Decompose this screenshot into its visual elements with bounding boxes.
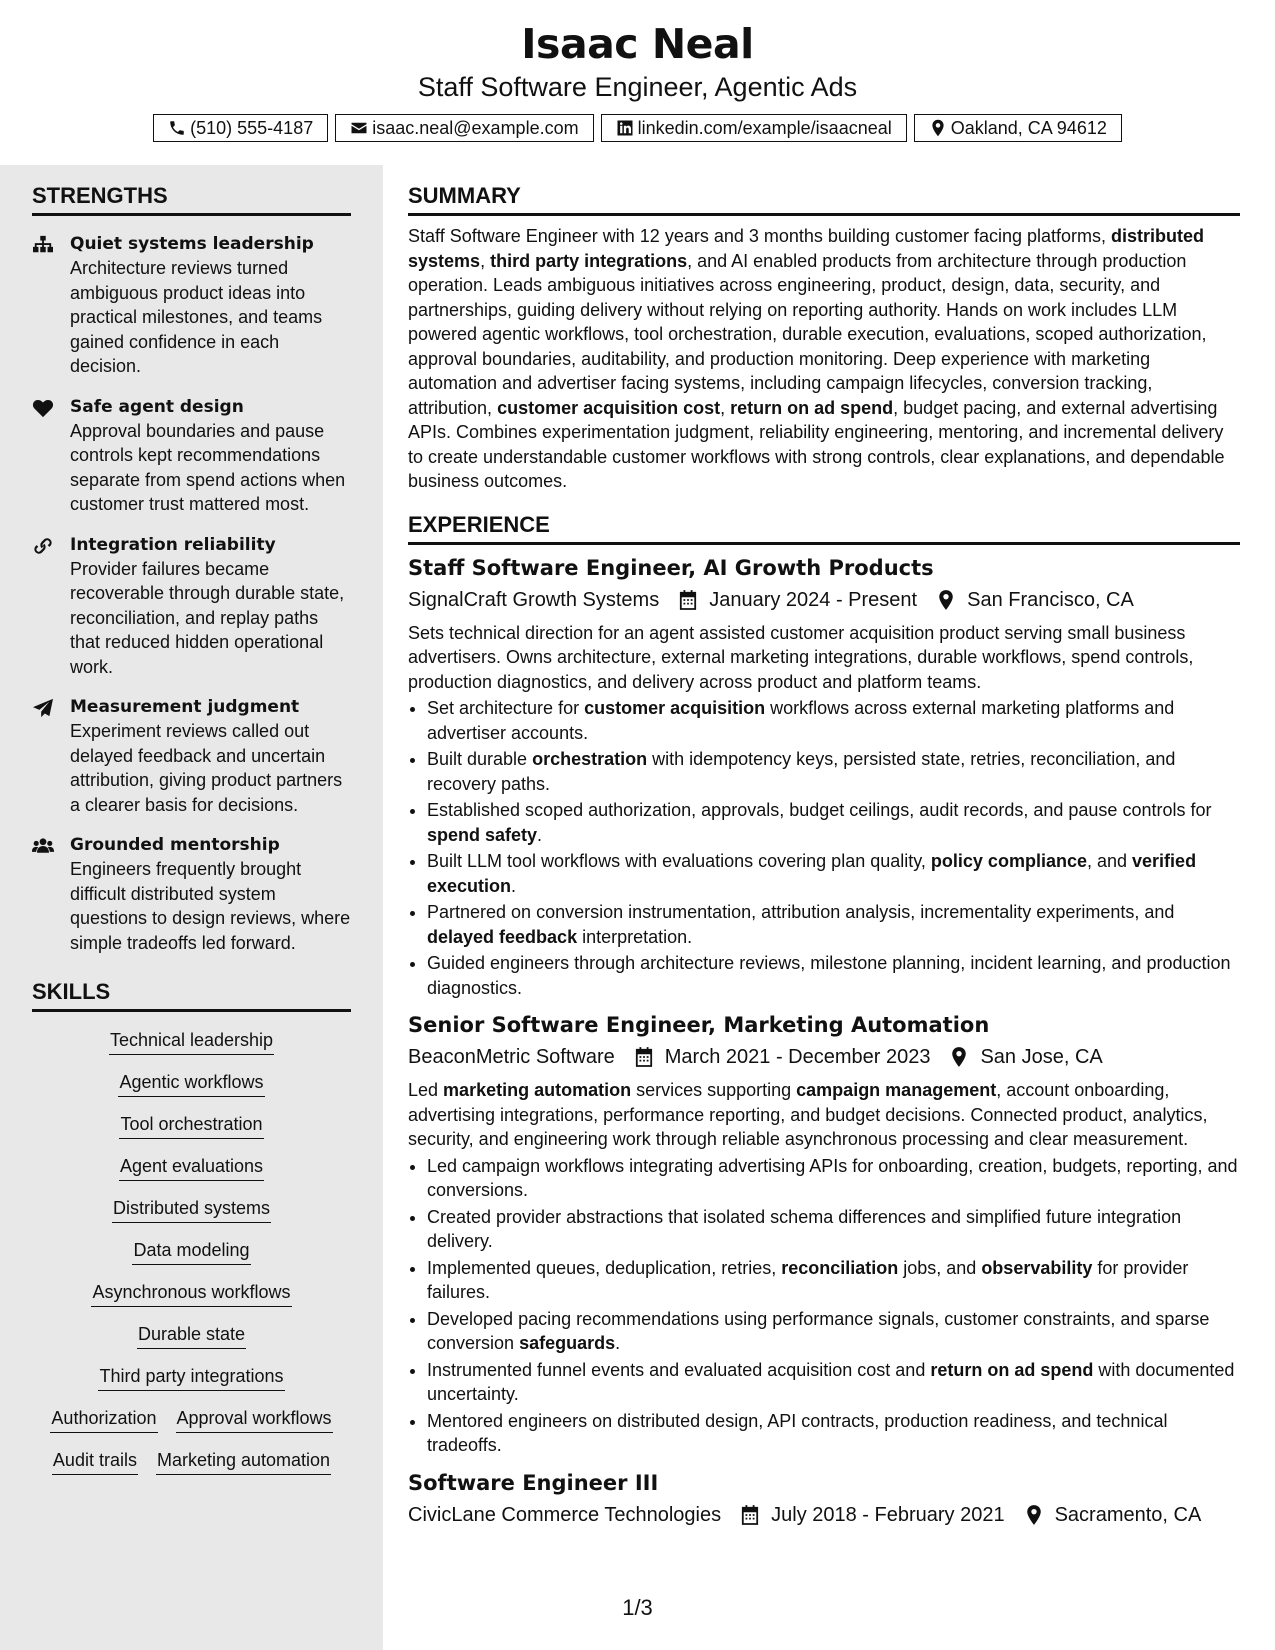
job-company: SignalCraft Growth Systems: [408, 588, 660, 611]
strength-item: [32, 232, 351, 379]
sitemap-icon: [32, 235, 54, 255]
job-meta: [408, 1042, 1240, 1072]
text-run: ,: [480, 250, 491, 271]
bullet-item: [427, 1154, 1240, 1203]
job-entry: [408, 1010, 1240, 1458]
contact-bar: [0, 114, 1275, 142]
strength-item: [32, 533, 351, 680]
text-run: interpretation.: [577, 926, 693, 947]
job-meta: [408, 585, 1240, 615]
emphasis-text: safeguards: [519, 1333, 616, 1353]
summary-heading: SUMMARY: [408, 183, 1240, 216]
skill-tag: Authorization: [50, 1406, 157, 1433]
text-run: Established scoped authorization, approvals, budget ceilings, audit records, and pause controls for: [427, 800, 1212, 820]
text-run: Staff Software Engineer with 12 years and 3 months building customer facing platforms,: [408, 226, 1112, 246]
text-run: services supporting: [631, 1080, 797, 1100]
text-run: Built LLM tool workflows with evaluations covering plan quality,: [427, 851, 931, 871]
job-location: Sacramento, CA: [1054, 1503, 1202, 1526]
bullet-item: [427, 900, 1240, 949]
map-pin-icon: [950, 1047, 968, 1067]
text-run: Led campaign workflows integrating advertising APIs for onboarding, creation, budgets, reporting, and conversions.: [427, 1155, 1238, 1200]
text-run: Implemented queues, deduplication, retries,: [427, 1257, 782, 1278]
job-title: Staff Software Engineer, AI Growth Products: [408, 555, 934, 580]
text-run: for provider failures.: [427, 1257, 1189, 1302]
text-run: , account onboarding, advertising integrations, performance reporting, and budget decisions. Connected product, analytics, security, and engineering work through reliable asynchronous processing and clear measurement.: [408, 1080, 1208, 1149]
job-bullets: [408, 696, 1240, 1000]
skill-tag: Technical leadership: [109, 1028, 274, 1055]
job-company: BeaconMetric Software: [408, 1046, 615, 1068]
text-run: Guided engineers through architecture reviews, milestone planning, incident learning, and production diagnostics.: [427, 953, 1231, 998]
experience-heading: EXPERIENCE: [408, 512, 1240, 545]
job-description: [408, 621, 1240, 695]
skill-tag: Agent evaluations: [119, 1154, 264, 1181]
emphasis-text: reconciliation: [781, 1257, 899, 1278]
calendar-icon: [741, 1505, 759, 1525]
emphasis-text: marketing automation: [443, 1080, 632, 1100]
text-run: , and AI enabled products from architecture through production operation. Leads ambiguous initiatives across engineering, product, design, data, security, and partnerships, guiding delivery without relying on reporting authority. Hands on work includes LLM powered agentic workflows, tool orchestration, durable execution, evaluations, scoped authorization, approval boundaries, auditability, and production monitoring. Deep experience with marketing automation and advertiser facing systems, including campaign lifecycles, conversion tracking, attribution,: [408, 250, 1207, 418]
strength-desc: Architecture reviews turned ambiguous product ideas into practical milestones, and teams gained confidence in each decision.: [70, 258, 323, 376]
text-run: with documented uncertainty.: [427, 1359, 1235, 1404]
contact-phone[interactable]: [153, 114, 328, 142]
job-meta: [408, 1500, 1240, 1530]
skills-list: [32, 1022, 351, 1484]
text-run: workflows across external marketing platforms and advertiser accounts.: [427, 698, 1175, 743]
bullet-item: [427, 1307, 1240, 1356]
resume-header: [0, 0, 1275, 165]
contact-email-text: isaac.neal@example.com: [372, 117, 579, 138]
linkedin-icon: [616, 119, 634, 137]
phone-icon: [168, 119, 186, 137]
bullet-item: [427, 747, 1240, 796]
job-company: CivicLane Commerce Technologies: [408, 1503, 722, 1526]
job-title: Software Engineer III: [408, 1470, 659, 1495]
bullet-item: [427, 1205, 1240, 1254]
strength-name: Quiet systems leadership: [70, 234, 314, 254]
contact-linkedin[interactable]: [601, 114, 907, 142]
text-run: Set architecture for: [427, 698, 585, 718]
bullet-item: [427, 1256, 1240, 1305]
bullet-item: [427, 951, 1240, 1000]
skill-tag: Approval workflows: [176, 1406, 333, 1433]
calendar-icon: [635, 1047, 653, 1067]
text-run: Mentored engineers on distributed design, API contracts, production readiness, and technical tradeoffs.: [427, 1410, 1168, 1455]
envelope-icon: [350, 119, 368, 137]
text-run: with idempotency keys, persisted state, retries, reconciliation, and recovery paths.: [427, 749, 1176, 794]
skill-tag: Audit trails: [52, 1448, 138, 1475]
summary-text: [408, 224, 1240, 494]
candidate-title: Staff Software Engineer, Agentic Ads: [417, 72, 858, 102]
skill-tag: Agentic workflows: [118, 1070, 264, 1097]
link-icon: [32, 536, 54, 556]
job-location: San Francisco, CA: [967, 588, 1134, 611]
bullet-item: [427, 849, 1240, 898]
text-run: Created provider abstractions that isolated schema differences and simplified future integration delivery.: [427, 1206, 1182, 1251]
emphasis-text: observability: [981, 1257, 1093, 1278]
job-dates: January 2024 - Present: [709, 588, 918, 611]
heart-icon: [32, 398, 54, 418]
job-location: San Jose, CA: [980, 1046, 1103, 1068]
skill-tag: Asynchronous workflows: [91, 1280, 291, 1307]
strength-name: Integration reliability: [70, 534, 276, 555]
strength-desc: Experiment reviews called out delayed feedback and uncertain attribution, giving product partners a clearer basis for decisions.: [70, 721, 343, 815]
paper-plane-icon: [32, 698, 54, 718]
skills-heading: SKILLS: [32, 979, 351, 1012]
strength-desc: Engineers frequently brought difficult distributed system questions to design reviews, where simple tradeoffs led forward.: [70, 859, 351, 953]
job-dates: March 2021 - December 2023: [664, 1046, 931, 1068]
emphasis-text: orchestration: [532, 749, 648, 769]
strength-name: Safe agent design: [70, 396, 244, 417]
job-dates: July 2018 - February 2021: [771, 1503, 1005, 1526]
contact-linkedin-text: linkedin.com/example/isaacneal: [637, 117, 892, 138]
emphasis-text: customer acquisition: [584, 698, 766, 718]
emphasis-text: policy compliance: [930, 851, 1087, 871]
emphasis-text: verified execution: [427, 851, 1197, 896]
strength-name: Measurement judgment: [70, 697, 300, 717]
bullet-item: [427, 696, 1240, 745]
skill-tag: Marketing automation: [156, 1448, 331, 1475]
skill-tag: Durable state: [137, 1322, 246, 1349]
strength-desc: Provider failures became recoverable through durable state, reconciliation, and replay paths that reduced hidden operational work.: [70, 558, 345, 677]
skill-tag: Distributed systems: [112, 1196, 271, 1223]
skill-tag: Data modeling: [132, 1238, 250, 1265]
job-entry: [408, 553, 1240, 1001]
job-bullets: [408, 1154, 1240, 1458]
text-run: .: [537, 824, 543, 845]
contact-location-text: Oakland, CA 94612: [950, 117, 1107, 138]
text-run: Led: [408, 1080, 444, 1100]
text-run: ,: [720, 397, 731, 418]
strength-name: Grounded mentorship: [70, 835, 280, 855]
map-pin-icon: [937, 590, 955, 610]
contact-phone-text: (510) 555-4187: [190, 117, 314, 138]
skill-tag: Third party integrations: [98, 1364, 284, 1391]
map-pin-icon: [929, 119, 947, 137]
text-run: , budget pacing, and external advertising APIs. Combines experimentation judgment, reliability engineering, mentoring, and incremental delivery to create understandable customer workflows with strong controls, clear explanations, and dependable business outcomes.: [408, 397, 1225, 491]
emphasis-text: delayed feedback: [427, 926, 578, 947]
text-run: .: [615, 1333, 621, 1353]
emphasis-text: return on ad spend: [930, 1359, 1094, 1380]
text-run: Developed pacing recommendations using performance signals, customer constraints, and sparse conversion: [427, 1308, 1210, 1353]
job-entry: [408, 1468, 1240, 1530]
text-run: , and: [1086, 851, 1133, 871]
page-number: 1/3: [622, 1595, 653, 1620]
candidate-name: Isaac Neal: [521, 20, 754, 68]
text-run: Instrumented funnel events and evaluated acquisition cost and: [427, 1359, 931, 1380]
strength-item: [32, 833, 351, 955]
bullet-item: [427, 1358, 1240, 1407]
strength-item: [32, 395, 351, 517]
bullet-item: [427, 1409, 1240, 1458]
text-run: Built durable: [427, 749, 533, 769]
emphasis-text: third party integrations: [490, 250, 688, 271]
strength-desc: Approval boundaries and pause controls kept recommendations separate from spend actions when customer trust mattered most.: [70, 420, 346, 514]
map-pin-icon: [1025, 1505, 1043, 1525]
emphasis-text: customer acquisition cost: [497, 397, 721, 418]
text-run: .: [511, 875, 517, 896]
emphasis-text: return on ad spend: [730, 397, 894, 418]
contact-location[interactable]: [914, 114, 1122, 142]
strengths-heading: STRENGTHS: [32, 183, 351, 216]
skill-tag: Tool orchestration: [119, 1112, 263, 1139]
bullet-item: [427, 798, 1240, 847]
text-run: jobs, and: [898, 1257, 982, 1278]
job-description: [408, 1078, 1240, 1152]
job-title: Senior Software Engineer, Marketing Automation: [408, 1013, 990, 1037]
emphasis-text: distributed systems: [408, 226, 1205, 271]
emphasis-text: campaign management: [796, 1080, 997, 1100]
text-run: Sets technical direction for an agent assisted customer acquisition product serving small business advertisers. Owns architecture, external marketing integrations, durable workflows, spend controls, production diagnostics, and delivery across product and platform teams.: [408, 622, 1194, 692]
users-icon: [32, 836, 54, 856]
contact-email[interactable]: [335, 114, 593, 142]
strength-item: [32, 695, 351, 817]
main-content: [408, 183, 1240, 1530]
sidebar: [0, 165, 383, 1650]
emphasis-text: spend safety: [427, 824, 538, 845]
calendar-icon: [679, 590, 697, 610]
text-run: Partnered on conversion instrumentation, attribution analysis, incrementality experiments, and: [427, 902, 1175, 922]
